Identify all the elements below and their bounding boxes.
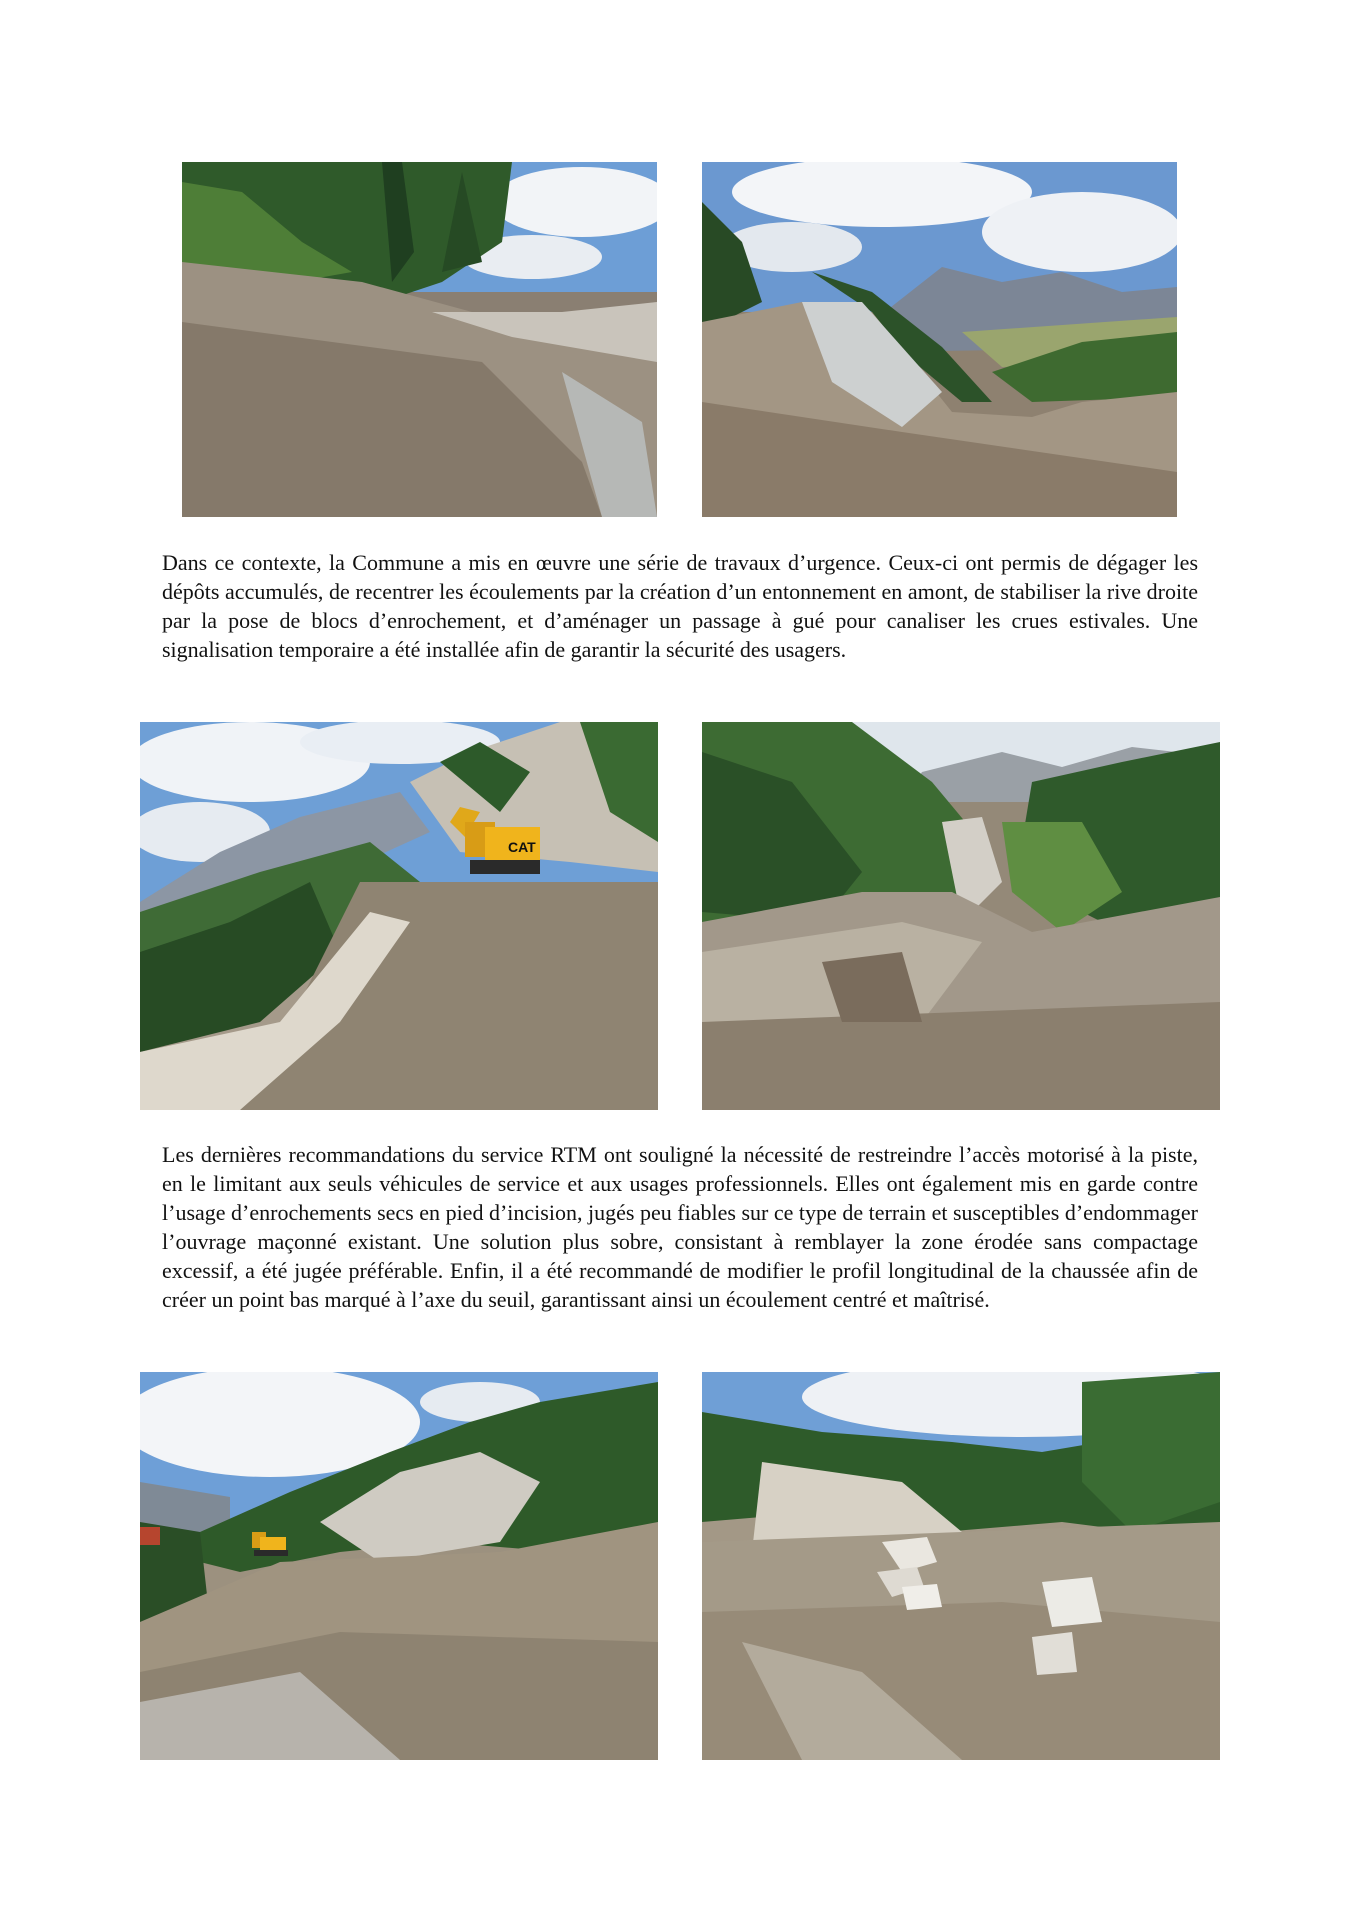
paragraph-emergency-works: Dans ce contexte, la Commune a mis en œuvre une série de travaux d’urgence. Ceux-ci ont permis de dégager les dépôts accumulés, de recentrer les écoulements par la création d’un entonnement en amont, de stabiliser la rive droite par la pose de blocs d’enrochement, et d’aménager un passage à gué pour canaliser les crues estivales. Une signalisation temporaire a été installée afin de garantir la sécurité des usagers. (162, 550, 1198, 662)
photo-ford-with-rock-blocks (702, 1372, 1220, 1760)
paragraph-rtm-recommendations: Les dernières recommandations du service RTM ont souligné la nécessité de restreindre l’accès motorisé à la piste, en le limitant aux seuls véhicules de service et aux usages professionnels. Elles ont également mis en garde contre l’usage d’enrochements secs en pied d’incision, jugés peu fiables sur ce type de terrain et susceptibles d’endommager l’ouvrage maçonné existant. Une solution plus sobre, consistant à remblayer la zone érodée sans compactage excessif, a été jugée préférable. Enfin, il a été recommandé de modifier le profil longitudinal de la chaussée afin de créer un point bas marqué à l’axe du seuil, garantissant ainsi un écoulement centré et maîtrisé. (162, 1142, 1198, 1312)
svg-text:CAT: CAT (508, 839, 536, 855)
photo-track-regraded-slope (182, 162, 657, 517)
photo-valley-view-erosion (702, 162, 1177, 517)
photo-gully-with-deposits (702, 722, 1220, 1110)
photo-slope-with-distant-excavator (140, 1372, 658, 1760)
photo-excavator-on-track (140, 722, 658, 1110)
